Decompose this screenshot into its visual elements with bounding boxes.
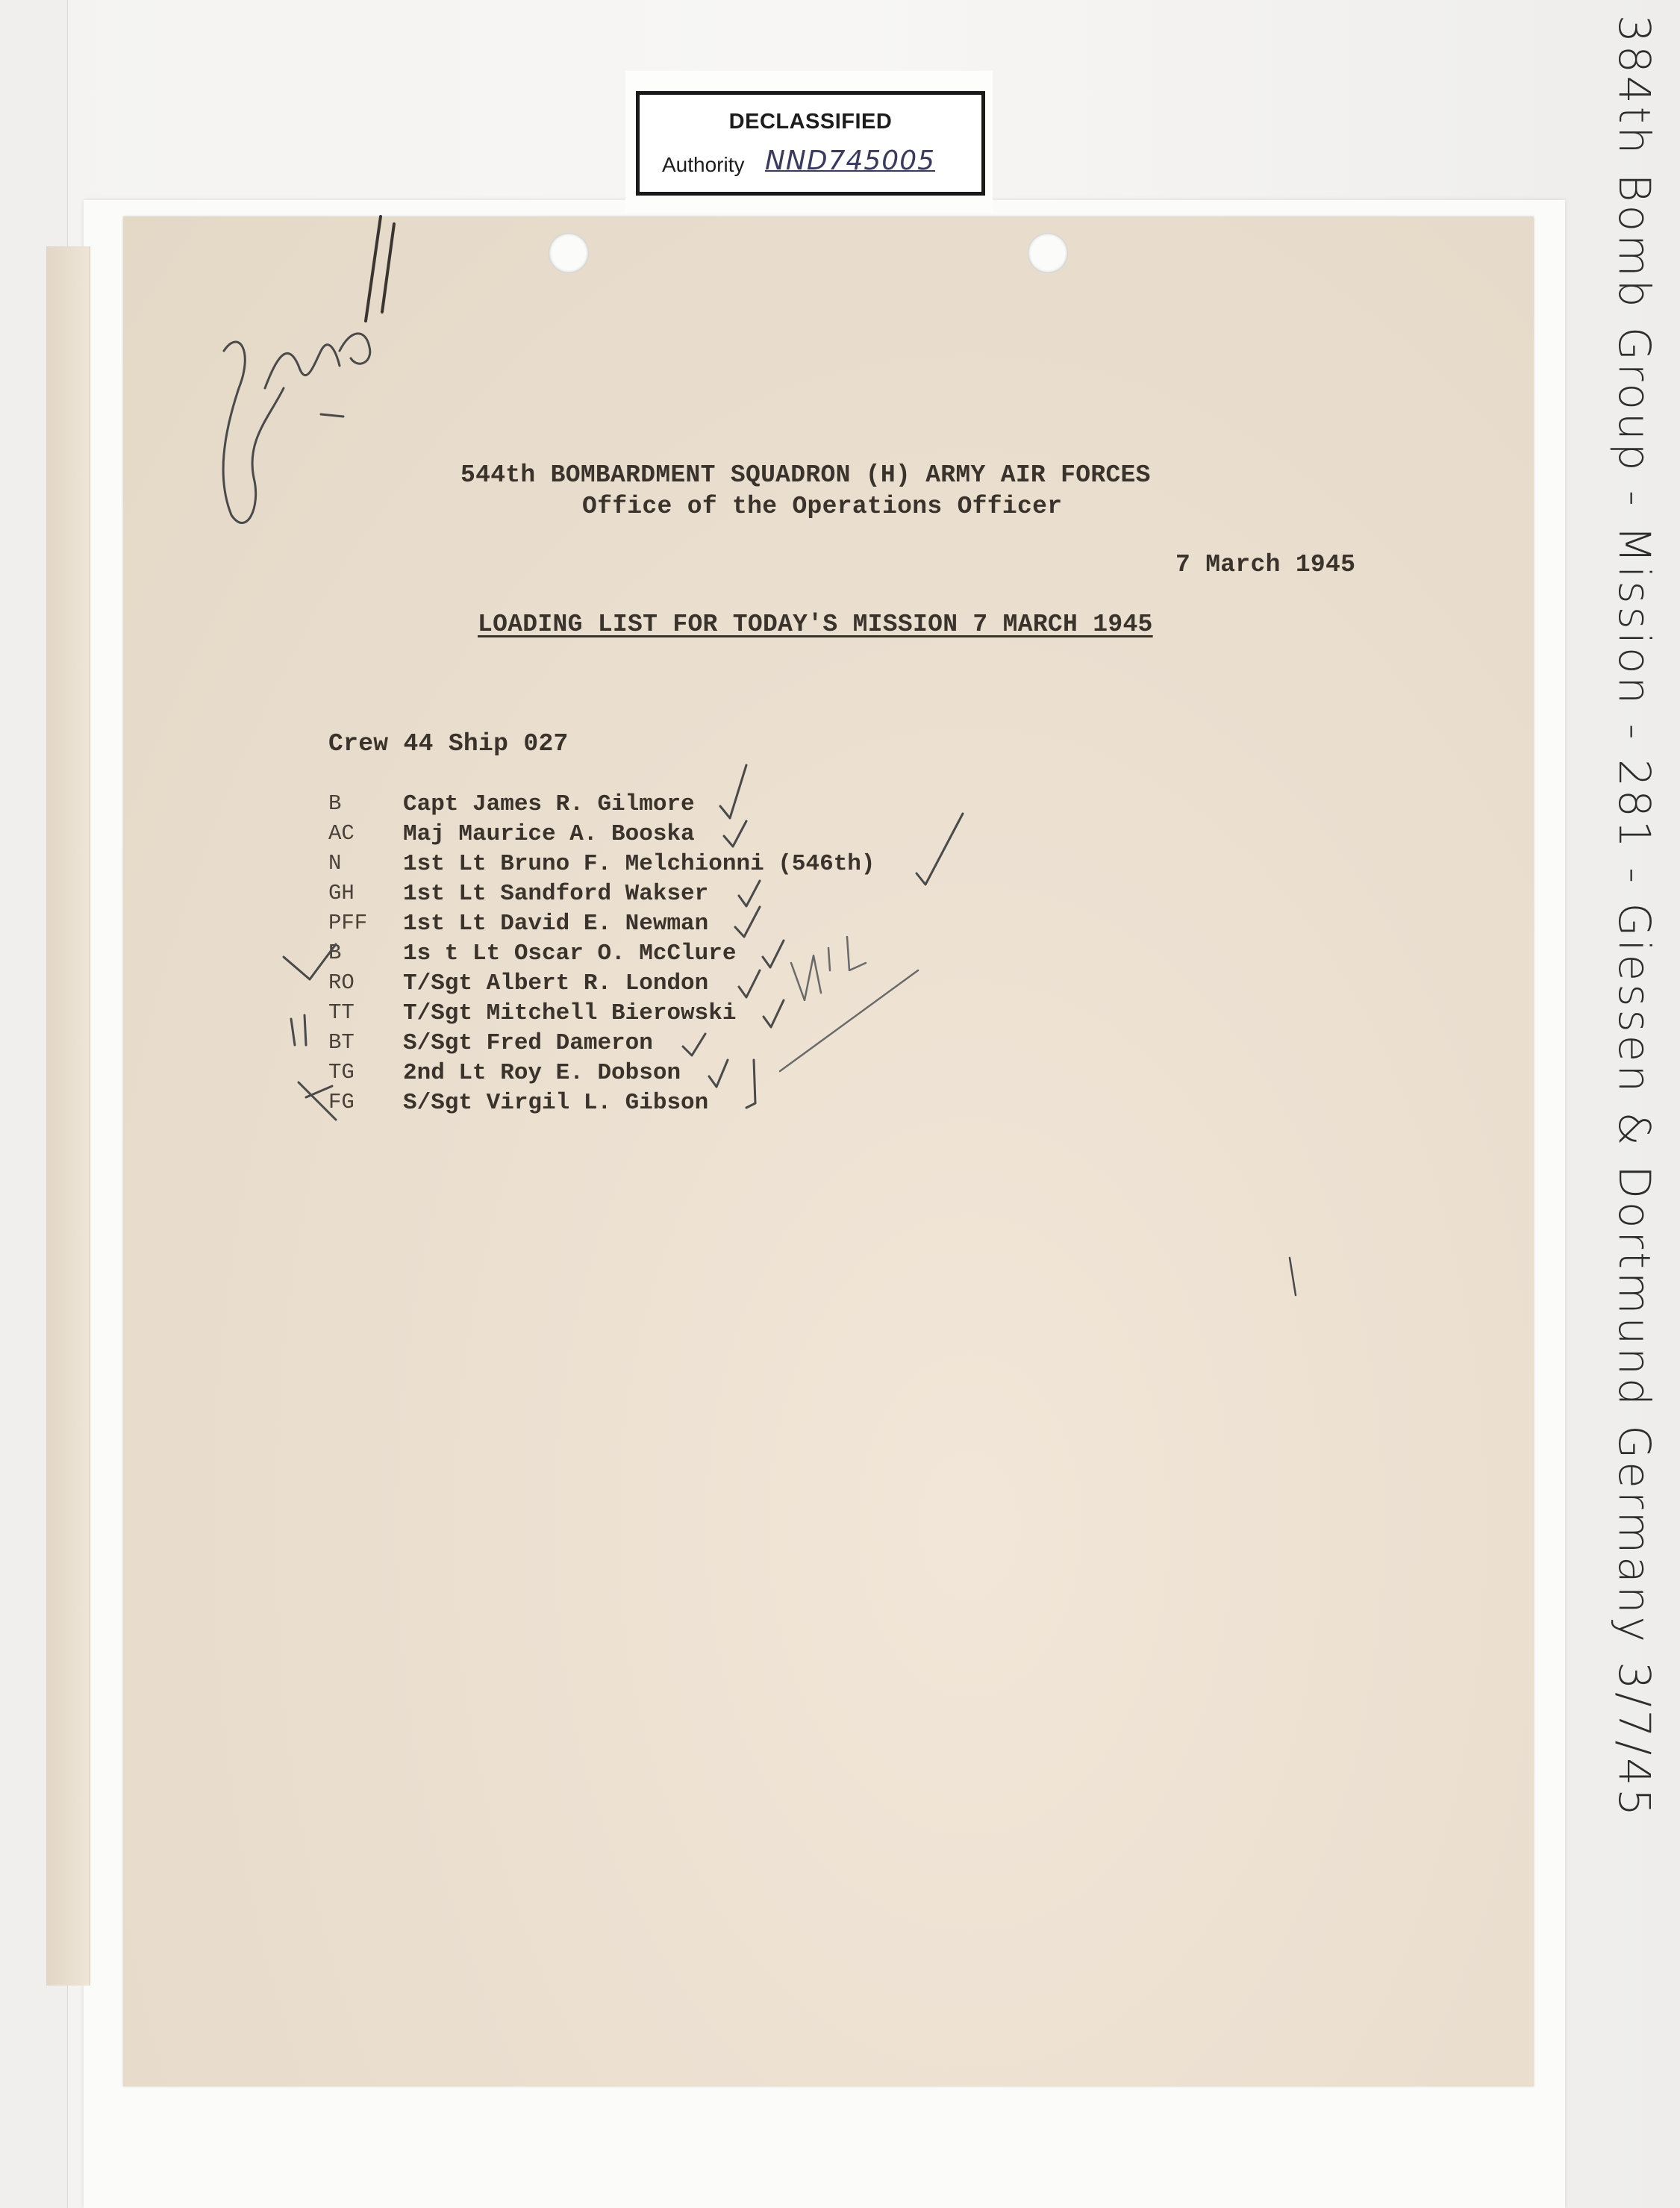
- roster-position: RO: [328, 970, 355, 995]
- roster-name: 1st Lt David E. Newman: [403, 911, 709, 937]
- roster-name: 1s t Lt Oscar O. McClure: [403, 941, 737, 967]
- roster-position: B: [328, 791, 342, 816]
- roster-position: AC: [328, 821, 355, 846]
- margin-annotation-text: 384th Bomb Group - Mission - 281 - Giessen & Dortmund Germany 3/7/45: [1609, 15, 1660, 1819]
- roster-position: B: [328, 941, 342, 965]
- roster-position: TT: [328, 1000, 355, 1025]
- roster-name: T/Sgt Mitchell Bierowski: [403, 1000, 737, 1026]
- roster-position: N: [328, 851, 342, 876]
- stamp-authority-value: NND745005: [765, 146, 936, 176]
- margin-handwritten-annotation: [1597, 15, 1672, 1819]
- roster-name: 1st Lt Bruno F. Melchionni (546th): [403, 851, 875, 877]
- roster-name: 2nd Lt Roy E. Dobson: [403, 1060, 681, 1086]
- stacked-pages-edge: [46, 246, 90, 1986]
- roster-position: GH: [328, 881, 355, 905]
- roster-position: PFF: [328, 911, 368, 935]
- declassified-stamp: [636, 91, 985, 196]
- roster-position: FG: [328, 1090, 355, 1114]
- roster-name: Capt James R. Gilmore: [403, 791, 695, 817]
- header-office: Office of the Operations Officer: [582, 493, 1063, 520]
- punch-hole-left: [549, 233, 589, 273]
- roster-name: S/Sgt Virgil L. Gibson: [403, 1090, 709, 1116]
- crew-line: Crew 44 Ship 027: [328, 730, 569, 758]
- punch-hole-right: [1028, 233, 1068, 273]
- document-title: LOADING LIST FOR TODAY'S MISSION 7 MARCH 1945: [478, 611, 1153, 638]
- roster-name: Maj Maurice A. Booska: [403, 821, 695, 847]
- roster-name: 1st Lt Sandford Wakser: [403, 881, 709, 907]
- header-squadron: 544th BOMBARDMENT SQUADRON (H) ARMY AIR FORCES: [460, 461, 1151, 489]
- document-page: [123, 216, 1534, 2086]
- document-date: 7 March 1945: [1175, 551, 1356, 578]
- stamp-authority-label: Authority: [662, 153, 745, 176]
- roster-name: S/Sgt Fred Dameron: [403, 1030, 653, 1056]
- stamp-title: DECLASSIFIED: [728, 110, 893, 134]
- roster-position: TG: [328, 1060, 355, 1085]
- roster-position: BT: [328, 1030, 355, 1055]
- roster-name: T/Sgt Albert R. London: [403, 970, 709, 997]
